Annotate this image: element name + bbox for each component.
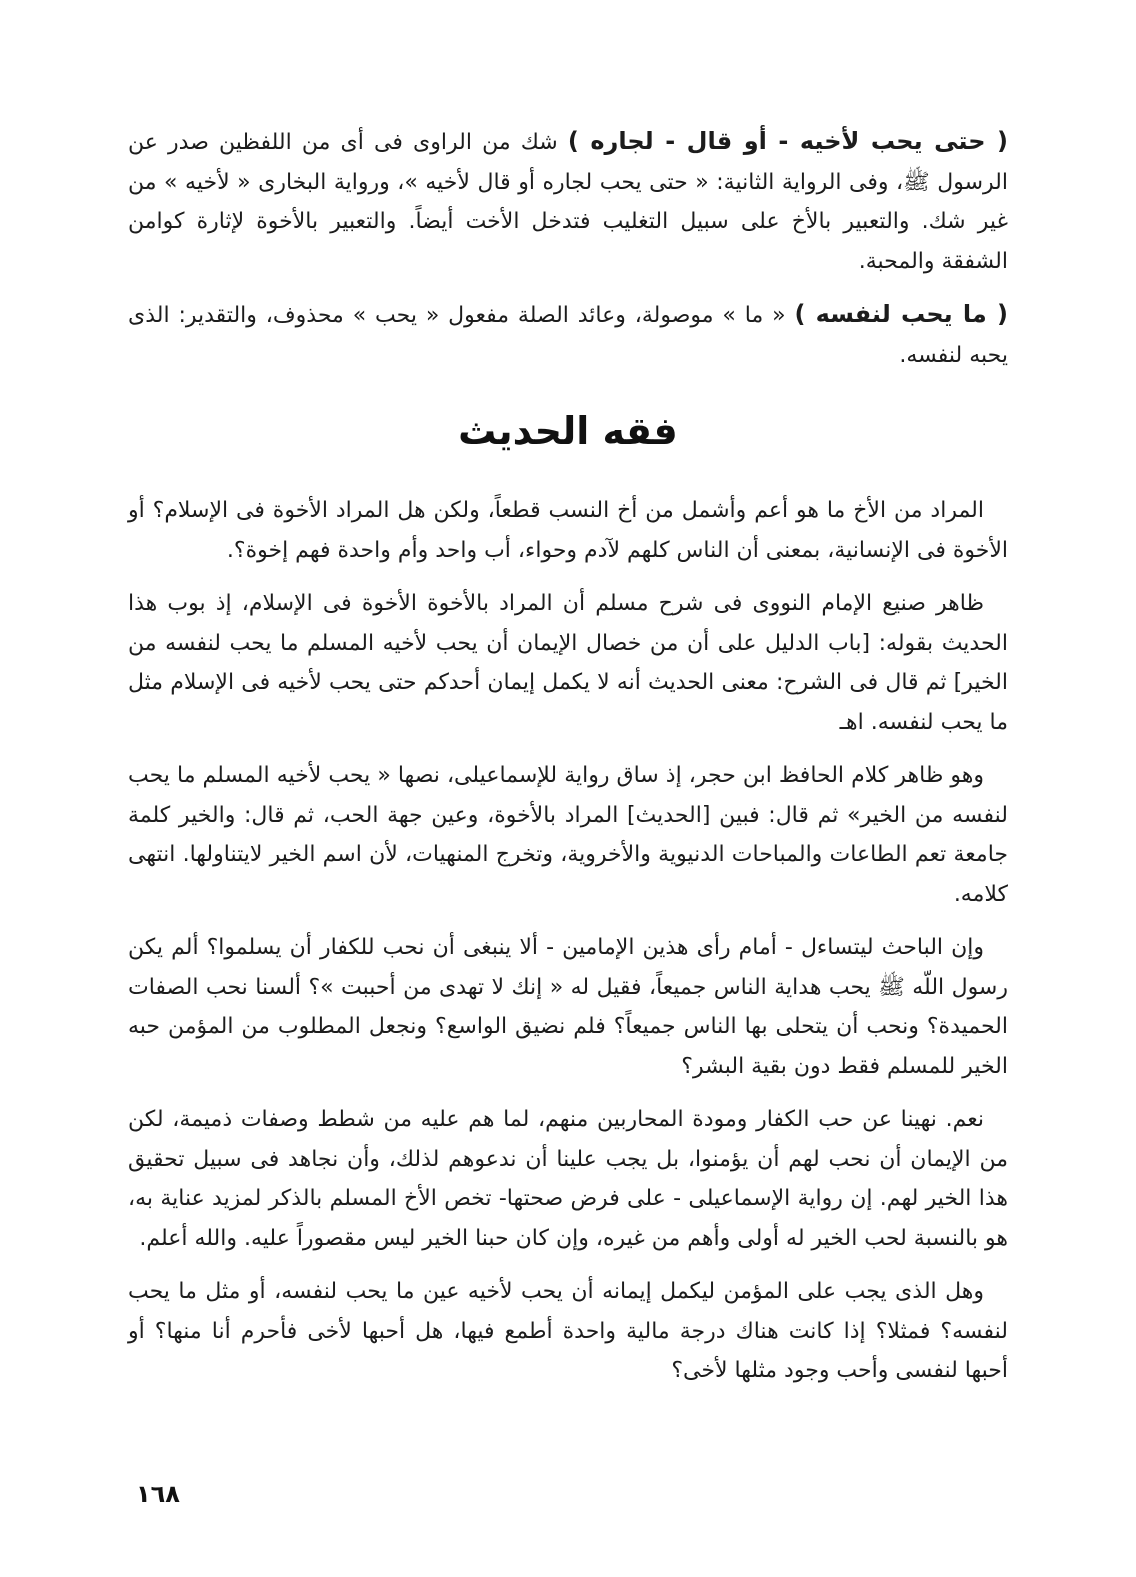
- definition-paragraph-self: [128, 295, 1008, 375]
- paragraph-text: ظاهر صنيع الإمام النووى فى شرح مسلم أن المراد بالأخوة الأخوة فى الإسلام، إذ بوب هذا الحديث بقوله: [باب الدليل على أن من خصال الإيمان أن يحب لأخيه المسلم ما يحب لنفسه من الخير] ثم قال فى الشرح: معنى الحديث أنه لا يكمل إيمان أحدكم حتى يحب لأخيه فى الإسلام مثل ما يحب لنفسه. اهـ: [128, 591, 1008, 735]
- hadith-phrase: ( حتى يحب لأخيه - أو قال - لجاره ): [567, 127, 1008, 155]
- body-paragraph: [128, 1100, 1008, 1258]
- body-paragraph: [128, 756, 1008, 914]
- page-number: ١٦٨: [136, 1480, 180, 1508]
- paragraph-text: وهل الذى يجب على المؤمن ليكمل إيمانه أن يحب لأخيه عين ما يحب لنفسه، أو مثل ما يحب لنفسه؟ فمثلا؟ إذا كانت هناك درجة مالية واحدة أطمع فيها، هل أحبها لأخى فأحرم أنا منها؟ أو أحبها لنفسى وأحب وجود مثلها لأخى؟: [128, 1279, 1008, 1383]
- paragraph-text: نعم. نهينا عن حب الكفار ومودة المحاربين منهم، لما هم عليه من شطط وصفات ذميمة، لكن من الإيمان أن نحب لهم أن يؤمنوا، بل يجب علينا أن ندعوهم لذلك، وأن نجاهد فى سبيل تحقيق هذا الخير لهم. إن رواية الإسماعيلى - على فرض صحتها- تخص الأخ المسلم بالذكر لمزيد عناية به، هو بالنسبة لحب الخير له أولى وأهم من غيره، وإن كان حبنا الخير ليس مقصوراً عليه. والله أعلم.: [128, 1107, 1008, 1251]
- body-paragraph: [128, 928, 1008, 1086]
- paragraph-text: وهو ظاهر كلام الحافظ ابن حجر، إذ ساق رواية للإسماعيلى، نصها « يحب لأخيه المسلم ما يحب لنفسه من الخير» ثم قال: فبين [الحديث] المراد بالأخوة، وعين جهة الحب، ثم قال: والخير كلمة جامعة تعم الطاعات والمباحات الدنيوية والأخروية، وتخرج المنهيات، لأن اسم الخير لايتناولها. انتهى كلامه.: [128, 763, 1008, 907]
- paragraph-text: وإن الباحث ليتساءل - أمام رأى هذين الإمامين - ألا ينبغى أن نحب للكفار أن يسلموا؟ ألم يكن رسول اللّه ﷺ يحب هداية الناس جميعاً، فقيل له « إنك لا تهدى من أحببت »؟ ألسنا نحب الصفات الحميدة؟ ونحب أن يتحلى بها الناس جميعاً؟ فلم نضيق الواسع؟ ونجعل المطلوب من المؤمن حبه الخير للمسلم فقط دون بقية البشر؟: [128, 935, 1008, 1079]
- body-paragraph: [128, 1272, 1008, 1391]
- definition-text: شك من الراوى فى أى من اللفظين صدر عن الرسول ﷺ، وفى الرواية الثانية: « حتى يحب لجاره أو قال لأخيه »، ورواية البخارى « لأخيه » من غير شك. والتعبير بالأخ على سبيل التغليب فتدخل الأخت أيضاً. والتعبير بالأخوة لإثارة كوامن الشفقة والمحبة.: [128, 130, 1008, 274]
- definition-text: « ما » موصولة، وعائد الصلة مفعول « يحب » محذوف، والتقدير: الذى يحبه لنفسه.: [128, 303, 1008, 368]
- paragraph-text: المراد من الأخ ما هو أعم وأشمل من أخ النسب قطعاً، ولكن هل المراد الأخوة فى الإسلام؟ أو الأخوة فى الإنسانية، بمعنى أن الناس كلهم لآدم وحواء، أب واحد وأم واحدة فهم إخوة؟.: [128, 498, 1008, 563]
- definition-paragraph-brother: [128, 122, 1008, 281]
- body-paragraph: [128, 584, 1008, 742]
- hadith-phrase: ( ما يحب لنفسه ): [794, 300, 1008, 328]
- section-heading: فقه الحديث: [458, 409, 678, 453]
- body-paragraph: [128, 491, 1008, 570]
